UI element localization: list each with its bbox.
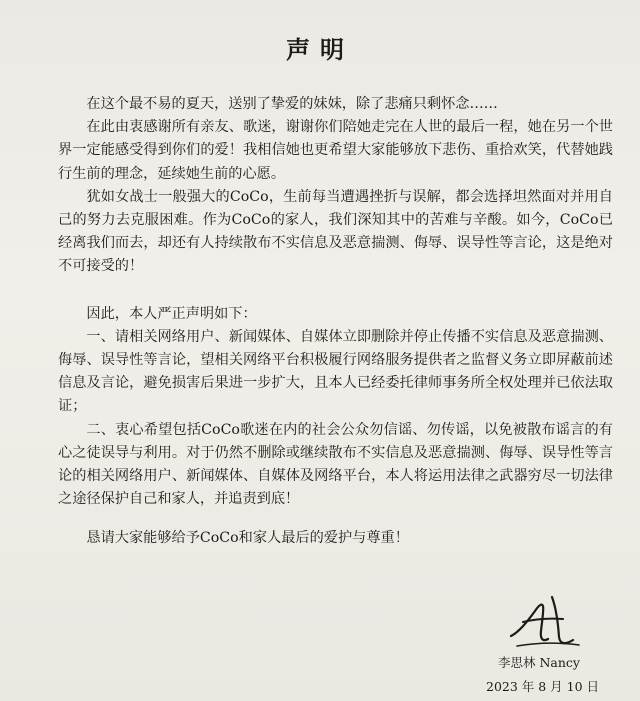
paragraph-point-one: 一、请相关网络用户、新闻媒体、自媒体立即删除并停止传播不实信息及恶意揣测、侮辱、误导性等言论，望相关网络平台积极履行网络服务提供者之监督义务立即屏蔽前述信息及言论，避免损害后果进一步扩大，且本人已经委托律师事务所全权处理并已依法取证；	[58, 328, 613, 415]
handwritten-signature-icon	[505, 592, 585, 652]
paragraph-opening: 在这个最不易的夏天，送别了挚爱的妹妹，除了悲痛只剩怀念……	[86, 96, 498, 112]
paragraph-closing-request: 恳请大家能够给予CoCo和家人最后的爱护与尊重！	[86, 530, 409, 547]
paragraph-gap	[58, 279, 613, 303]
paragraph-gap	[58, 511, 613, 527]
statement-body	[58, 93, 613, 551]
paragraph-thanks: 在此由衷感谢所有亲友、歌迷，谢谢你们陪她走完在人世的最后一程，她在另一个世界一定能感受得到你们的爱！我相信她也更希望大家能够放下悲伤、重拾欢笑，代替她践行生前的理念，延续她生前的心愿。	[58, 119, 613, 182]
document-title: 声明	[286, 35, 354, 64]
paragraph-coco: 犹如女战士一般强大的CoCo，生前每当遭遇挫折与误解，都会选择坦然面对并用自己的努力去克服困难。作为CoCo的家人，我们深知其中的苦难与辛酸。如今，CoCo已经离我们而去，却还有人持续散布不实信息及恶意揣测、侮辱、误导性等言论，这是绝对不可接受的！	[58, 188, 613, 275]
signature-name: 李思林 Nancy	[498, 655, 580, 670]
paragraph-point-two: 二、衷心希望包括CoCo歌迷在内的社会公众勿信谣、勿传谣，以免被散布谣言的有心之徒误导与利用。对于仍然不删除或继续散布不实信息及恶意揣测、侮辱、误导性等言论的相关网络用户、新闻媒体、自媒体及网络平台，本人将运用法律之武器穷尽一切法律之途径保护自己和家人，并追责到底！	[58, 421, 613, 508]
paragraph-declaration-intro: 因此，本人严正声明如下：	[86, 305, 257, 322]
signature-date: 2023 年 8 月 10 日	[486, 679, 600, 694]
